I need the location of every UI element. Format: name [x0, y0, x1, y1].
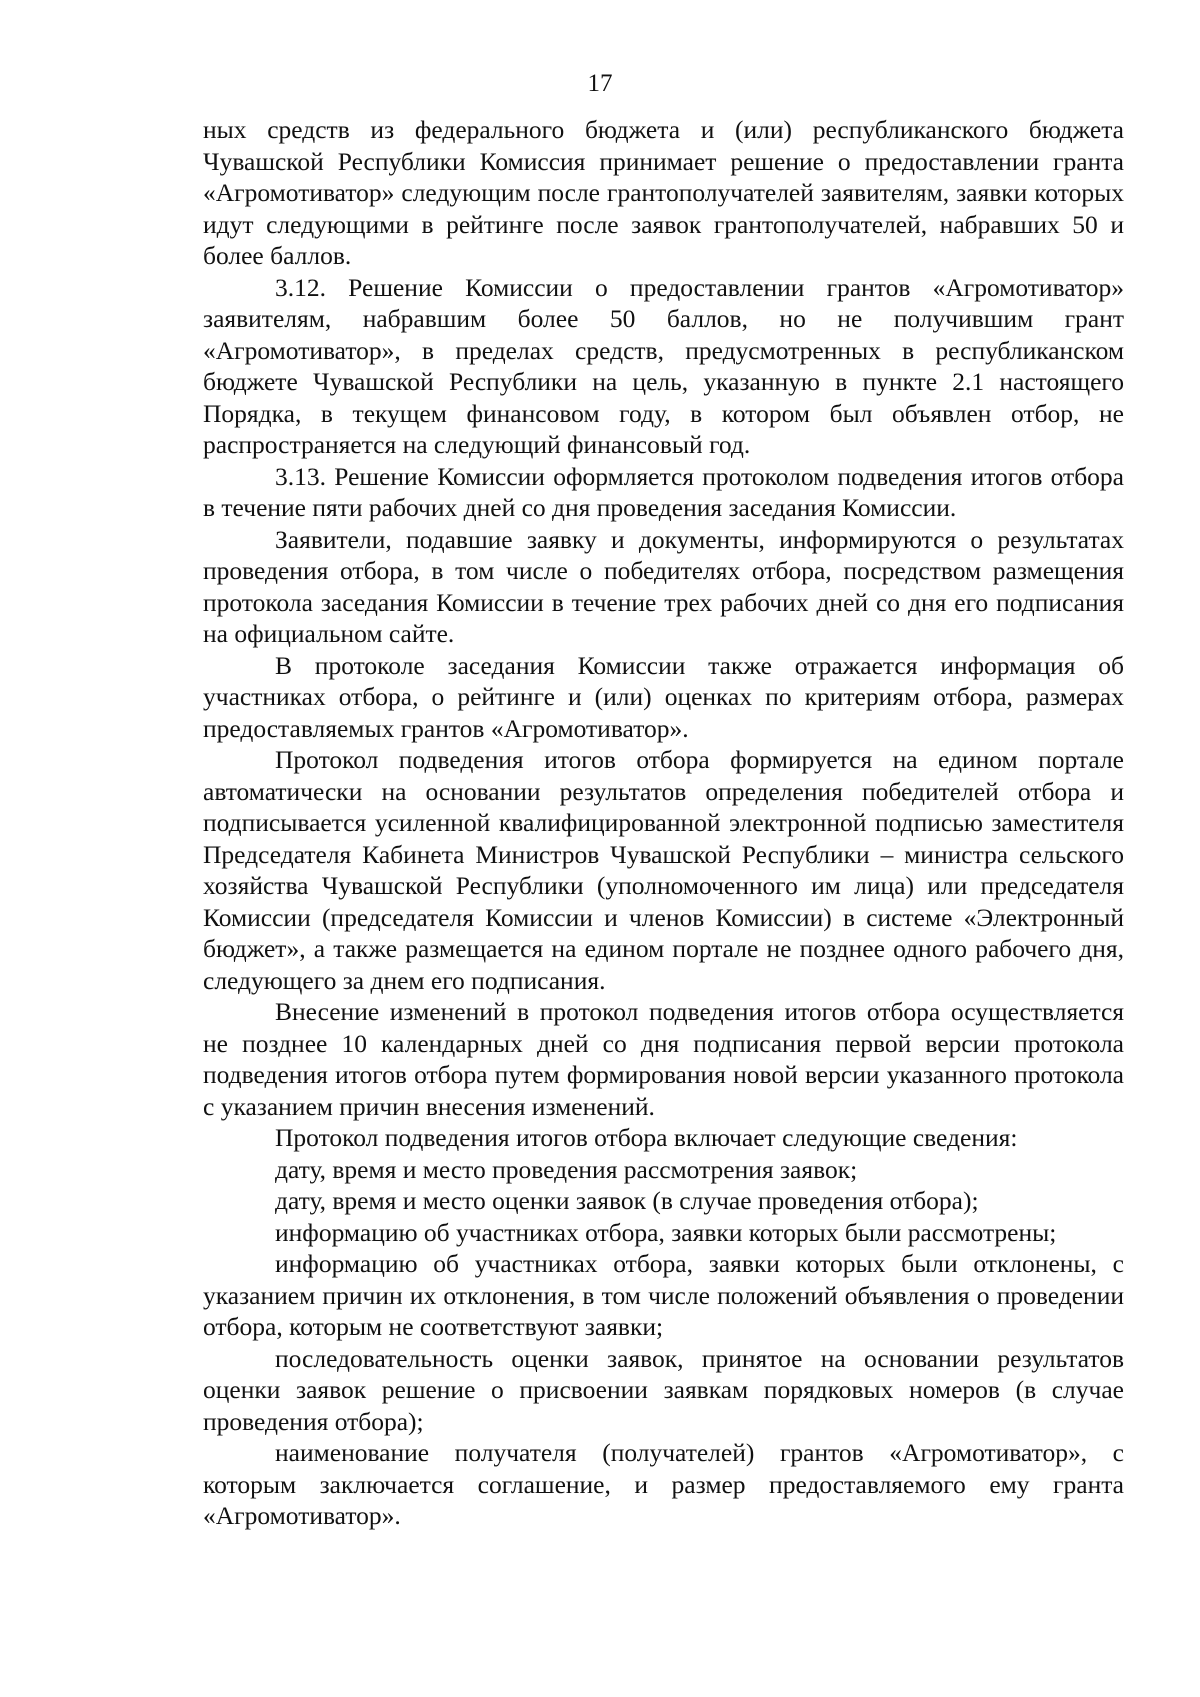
page-number: 17 [587, 70, 613, 97]
paragraph: Протокол подведения итогов отбора формируется на едином портале автоматически на основании результатов определения победителей отбора и подписывается усиленной квалифицированной электронной подписью заместителя Председателя Кабинета Министров Чувашской Республики – министра сельского хозяйства Чувашской Республики (уполномоченного им лица) или председателя Комиссии (председателя Комиссии и членов Комиссии) в системе «Электронный бюджет», а также размещается на едином портале не позднее одного рабочего дня, следующего за днем его подписания. [203, 745, 1124, 995]
list-item: информацию об участниках отбора, заявки которых были рассмотрены; [275, 1217, 1057, 1247]
list-item: информацию об участниках отбора, заявки которых были отклонены, с указанием причин их отклонения, в том числе положений объявления о проведении отбора, которым не соответствуют заявки; [203, 1249, 1124, 1341]
paragraph: 3.13. Решение Комиссии оформляется протоколом подведения итогов отбора в течение пяти рабочих дней со дня проведения заседания Комиссии. [203, 461, 1124, 522]
list-item: дату, время и место проведения рассмотрения заявок; [275, 1154, 858, 1184]
paragraph: В протоколе заседания Комиссии также отражается информация об участниках отбора, о рейтинге и (или) оценках по критериям отбора, размерах предоставляемых грантов «Агромотиватор». [203, 650, 1124, 743]
paragraph: Внесение изменений в протокол подведения итогов отбора осуществляется не позднее 10 календарных дней со дня подписания первой версии протокола подведения итогов отбора путем формирования новой версии указанного протокола с указанием причин внесения изменений. [203, 997, 1124, 1121]
list-intro: Протокол подведения итогов отбора включает следующие сведения: [275, 1123, 1018, 1152]
list-item: дату, время и место оценки заявок (в случае проведения отбора); [275, 1186, 979, 1215]
paragraph: Заявители, подавшие заявку и документы, информируются о результатах проведения отбора, в том числе о победителях отбора, посредством размещения протокола заседания Комиссии в течение трех рабочих дней со дня его подписания на официальном сайте. [203, 524, 1124, 648]
document-body [203, 114, 1124, 1532]
list-item: последовательность оценки заявок, принятое на основании результатов оценки заявок решение о присвоении заявкам порядковых номеров (в случае проведения отбора); [203, 1343, 1124, 1436]
list-item: наименование получателя (получателей) грантов «Агромотиватор», с которым заключается соглашение, и размер предоставляемого ему гранта «Агромотиватор». [203, 1438, 1124, 1530]
paragraph: ных средств из федерального бюджета и (или) республиканского бюджета Чувашской Республики Комиссия принимает решение о предоставлении гранта «Агромотиватор» следующим после грантополучателей заявителям, заявки которых идут следующими в рейтинге после заявок грантополучателей, набравших 50 и более баллов. [203, 115, 1124, 270]
paragraph: 3.12. Решение Комиссии о предоставлении грантов «Агромотиватор» заявителям, набравшим более 50 баллов, но не получившим грант «Агромотиватор», в пределах средств, предусмотренных в республиканском бюджете Чувашской Республики на цель, указанную в пункте 2.1 настоящего Порядка, в текущем финансовом году, в котором был объявлен отбор, не распространяется на следующий финансовый год. [203, 272, 1124, 459]
